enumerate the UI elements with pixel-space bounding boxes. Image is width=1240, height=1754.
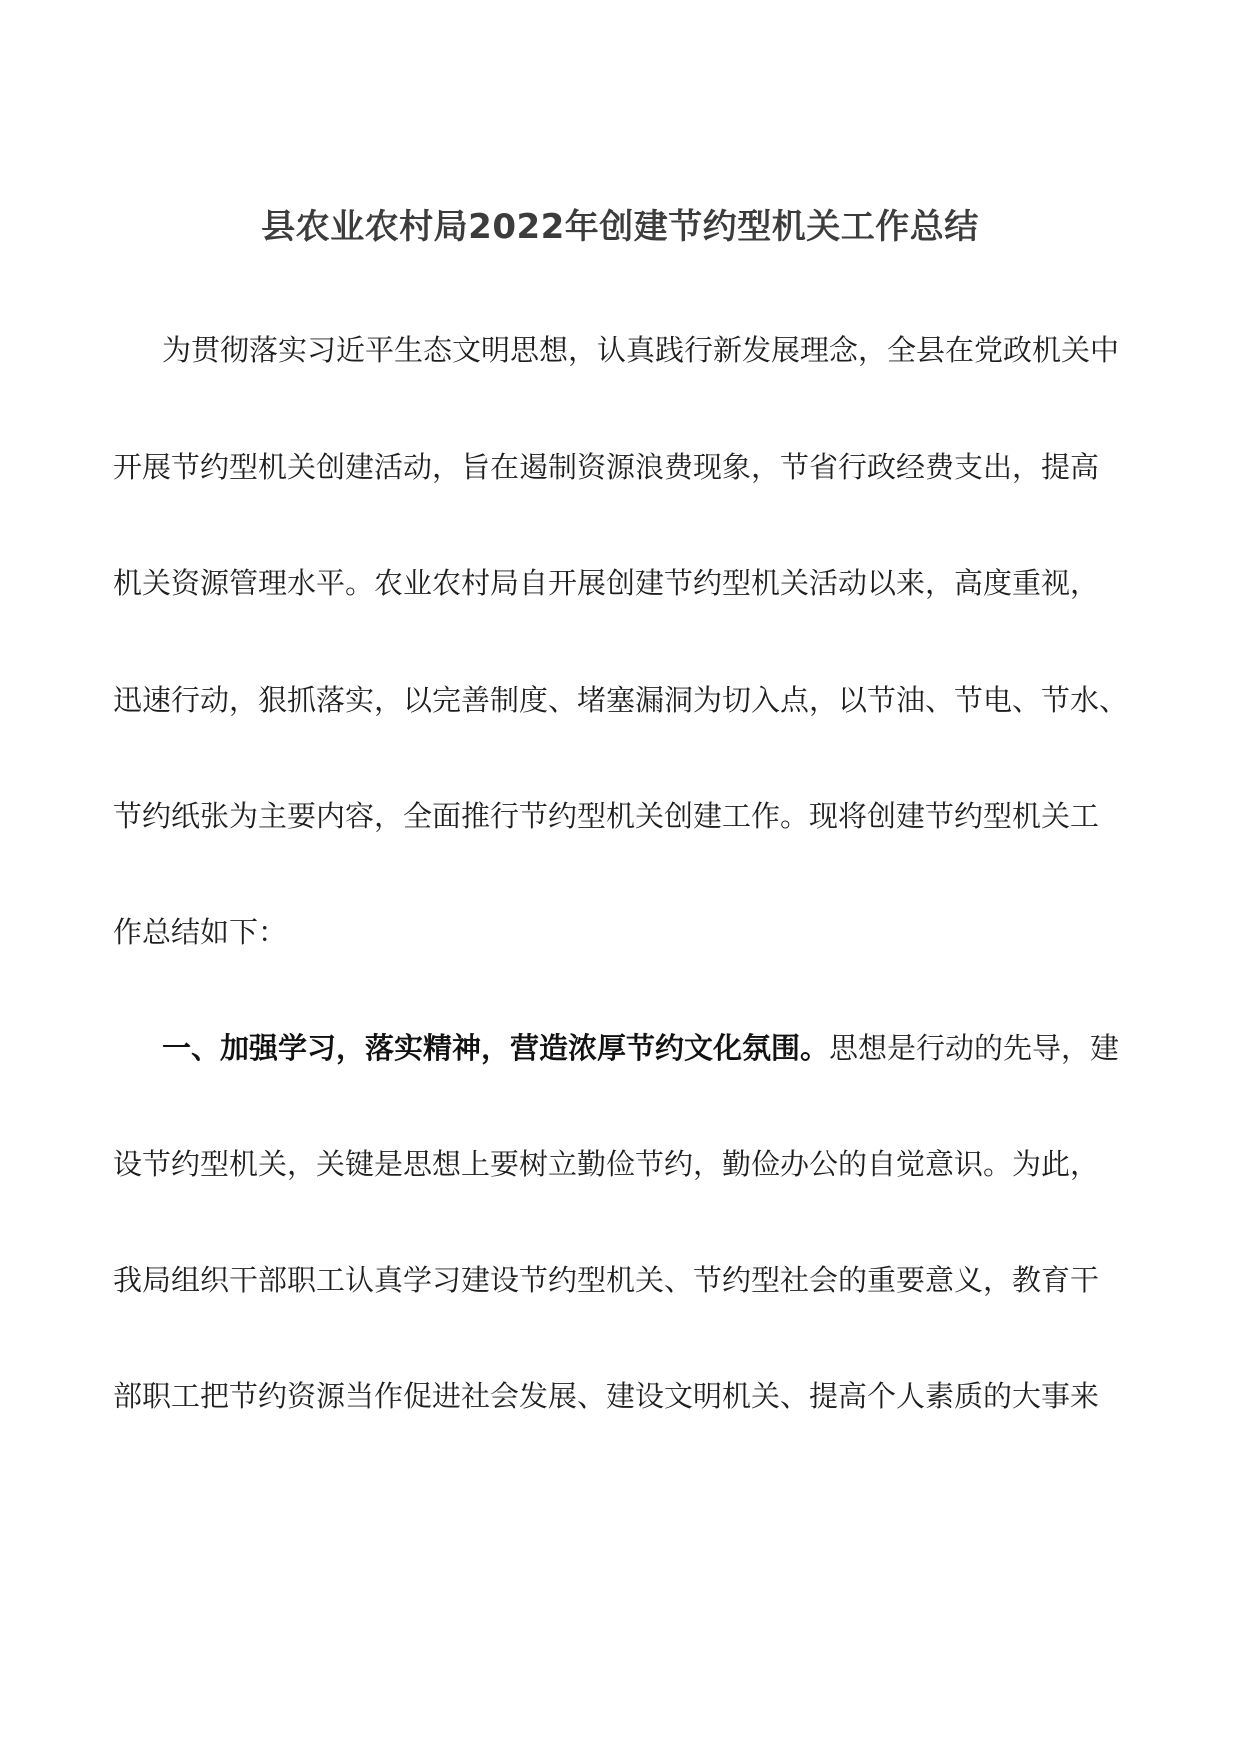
- section-1-line-4: 部职工把节约资源当作促进社会发展、建设文明机关、提高个人素质的大事来: [113, 1379, 1100, 1413]
- section-1-line-1-text: 思想是行动的先导，建: [829, 1031, 1120, 1065]
- section-1-line-3: 我局组织干部职工认真学习建设节约型机关、节约型社会的重要意义，教育干: [113, 1263, 1100, 1297]
- paragraph-1-line-5: 节约纸张为主要内容，全面推行节约型机关创建工作。现将创建节约型机关工: [113, 799, 1100, 833]
- section-1-heading: 一、加强学习，落实精神，营造浓厚节约文化氛围。: [162, 1031, 830, 1065]
- section-1-line-1: [162, 1028, 1119, 1068]
- paragraph-1-line-6: 作总结如下：: [113, 915, 288, 949]
- paragraph-1-line-3: 机关资源管理水平。农业农村局自开展创建节约型机关活动以来，高度重视，: [113, 566, 1100, 600]
- section-1-line-2: 设节约型机关，关键是思想上要树立勤俭节约，勤俭办公的自觉意识。为此，: [113, 1147, 1100, 1181]
- paragraph-1-line-2: 开展节约型机关创建活动，旨在遏制资源浪费现象，节省行政经费支出，提高: [113, 450, 1100, 484]
- document-title: 县农业农村局2022年创建节约型机关工作总结: [261, 207, 979, 247]
- paragraph-1-line-4: 迅速行动，狠抓落实，以完善制度、堵塞漏洞为切入点，以节油、节电、节水、: [113, 683, 1129, 717]
- paragraph-1-line-1: 为贯彻落实习近平生态文明思想，认真践行新发展理念，全县在党政机关中: [162, 333, 1120, 367]
